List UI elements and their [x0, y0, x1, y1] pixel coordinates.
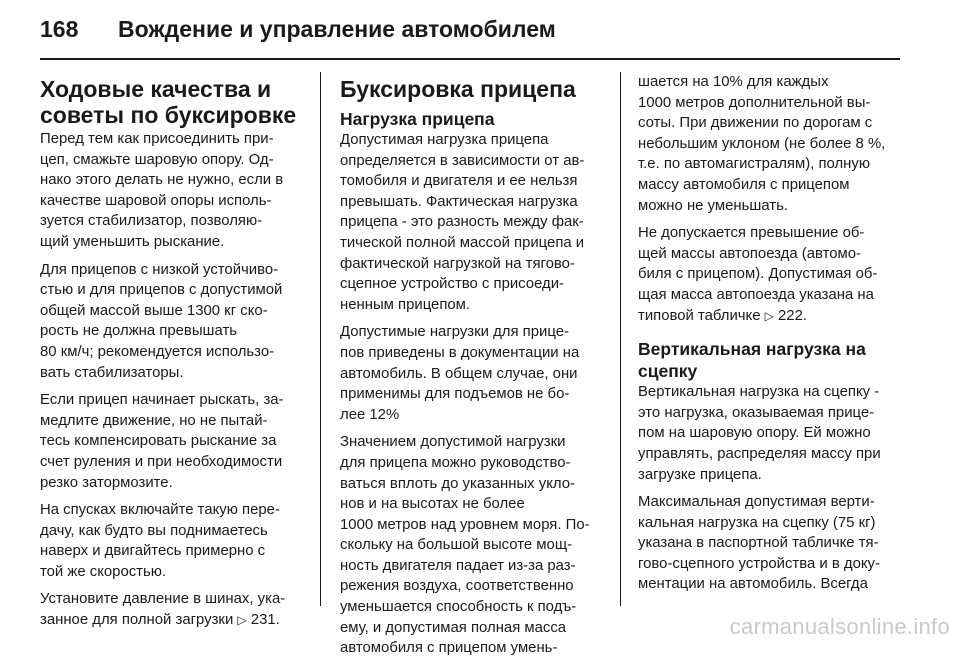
section-heading-trailer-towing: Буксировка прицепа [340, 76, 576, 102]
paragraph: Перед тем как присоединить при- цеп, смажьте шаровую опору. Од- нако этого делать не нужно, если в качестве шаровой опоры исполь- зуется стабилизатор, позволяю- щий уменьшить рыскание. [40, 131, 284, 250]
page-number: 168 [40, 16, 79, 42]
paragraph: Для прицепов с низкой устойчиво- стью и для прицепов с допустимой общей массой выше 1300 кг ско- рость не должна превышать 80 км/ч; рекомендуется использо- вать стабилизаторы. [40, 261, 283, 381]
paragraph: Вертикальная нагрузка на сцепку - это нагрузка, оказываемая прице- пом на шаровую опору. Ей можно управлять, распределяя массу при загрузке прицепа. [638, 384, 881, 483]
subheading-vertical-load: Вертикальная нагрузка на сцепку [638, 339, 866, 382]
page-reference-link[interactable]: 231. [250, 612, 280, 629]
column-1 [40, 72, 302, 631]
header-rule [40, 58, 900, 60]
paragraph: Допустимая нагрузка прицепа определяется в зависимости от ав- томобиля и двигателя и ее нельзя превышать. Фактическая нагрузка прицепа - это разность между фак- тической полной массой прицепа и фактической нагрузкой на тягово- сцепное устройство с присоеди- ненным прицепом. [340, 132, 585, 313]
paragraph: Значением допустимой нагрузки для прицепа можно руководство- ваться вплоть до указанных укло- нов и на высотах не более 1000 метров над уровнем моря. По- скольку на большой высоте мощ- ность двигателя падает из-за раз- режения воздуха, соответственно уменьшается способность к подъ- ему, и допустимая полная масса автомобиля с прицепом умень- [340, 434, 590, 657]
subheading-trailer-load: Нагрузка прицепа [340, 109, 495, 129]
paragraph: На спусках включайте такую пере- дачу, как будто вы поднимаетесь наверх и двигайтесь примерно с той же скоростью. [40, 502, 280, 580]
triangle-right-icon: ▷ [237, 613, 247, 628]
column-2 [340, 72, 606, 659]
paragraph: Максимальная допустимая верти- кальная нагрузка на сцепку (75 кг) указана в паспортной табличке тя- гово-сцепного устройства и в доку- ментации на автомобиль. Всегда [638, 494, 880, 593]
page-reference-link[interactable]: 222. [778, 307, 807, 324]
watermark: carmanualsonline.info [729, 614, 950, 639]
page-header [40, 16, 556, 46]
column-divider-1 [320, 72, 321, 606]
paragraph: Если прицеп начинает рыскать, за- медлите движение, но не пытай- тесь компенсировать рыскание за счет руления и при необходимости резко затормозите. [40, 392, 284, 491]
paragraph: шается на 10% для каждых 1000 метров дополнительной вы- соты. При движении по дорогам с небольшим уклоном (не более 8 %, т.е. по автомагистралям), полную массу автомобиля с прицепом можно не уменьшать. [638, 74, 886, 214]
column-divider-2 [620, 72, 621, 606]
triangle-right-icon: ▷ [764, 308, 774, 323]
paragraph: Допустимые нагрузки для прице- пов приведены в документации на автомобиль. В общем случае, они применимы для подъемов не бо- лее 12% [340, 324, 580, 423]
chapter-title: Вождение и управление автомобилем [118, 16, 556, 42]
paragraph: Установите давление в шинах, ука- занное для полной загрузки ▷ 231. [40, 591, 286, 629]
section-heading-handling: Ходовые качества и советы по буксировке [40, 76, 297, 128]
paragraph: Не допускается превышение об- щей массы автопоезда (автомо- биля с прицепом). Допустимая об- щая масса автопоезда указана на типовой табличке ▷ 222. [638, 225, 878, 324]
column-3 [638, 72, 902, 595]
